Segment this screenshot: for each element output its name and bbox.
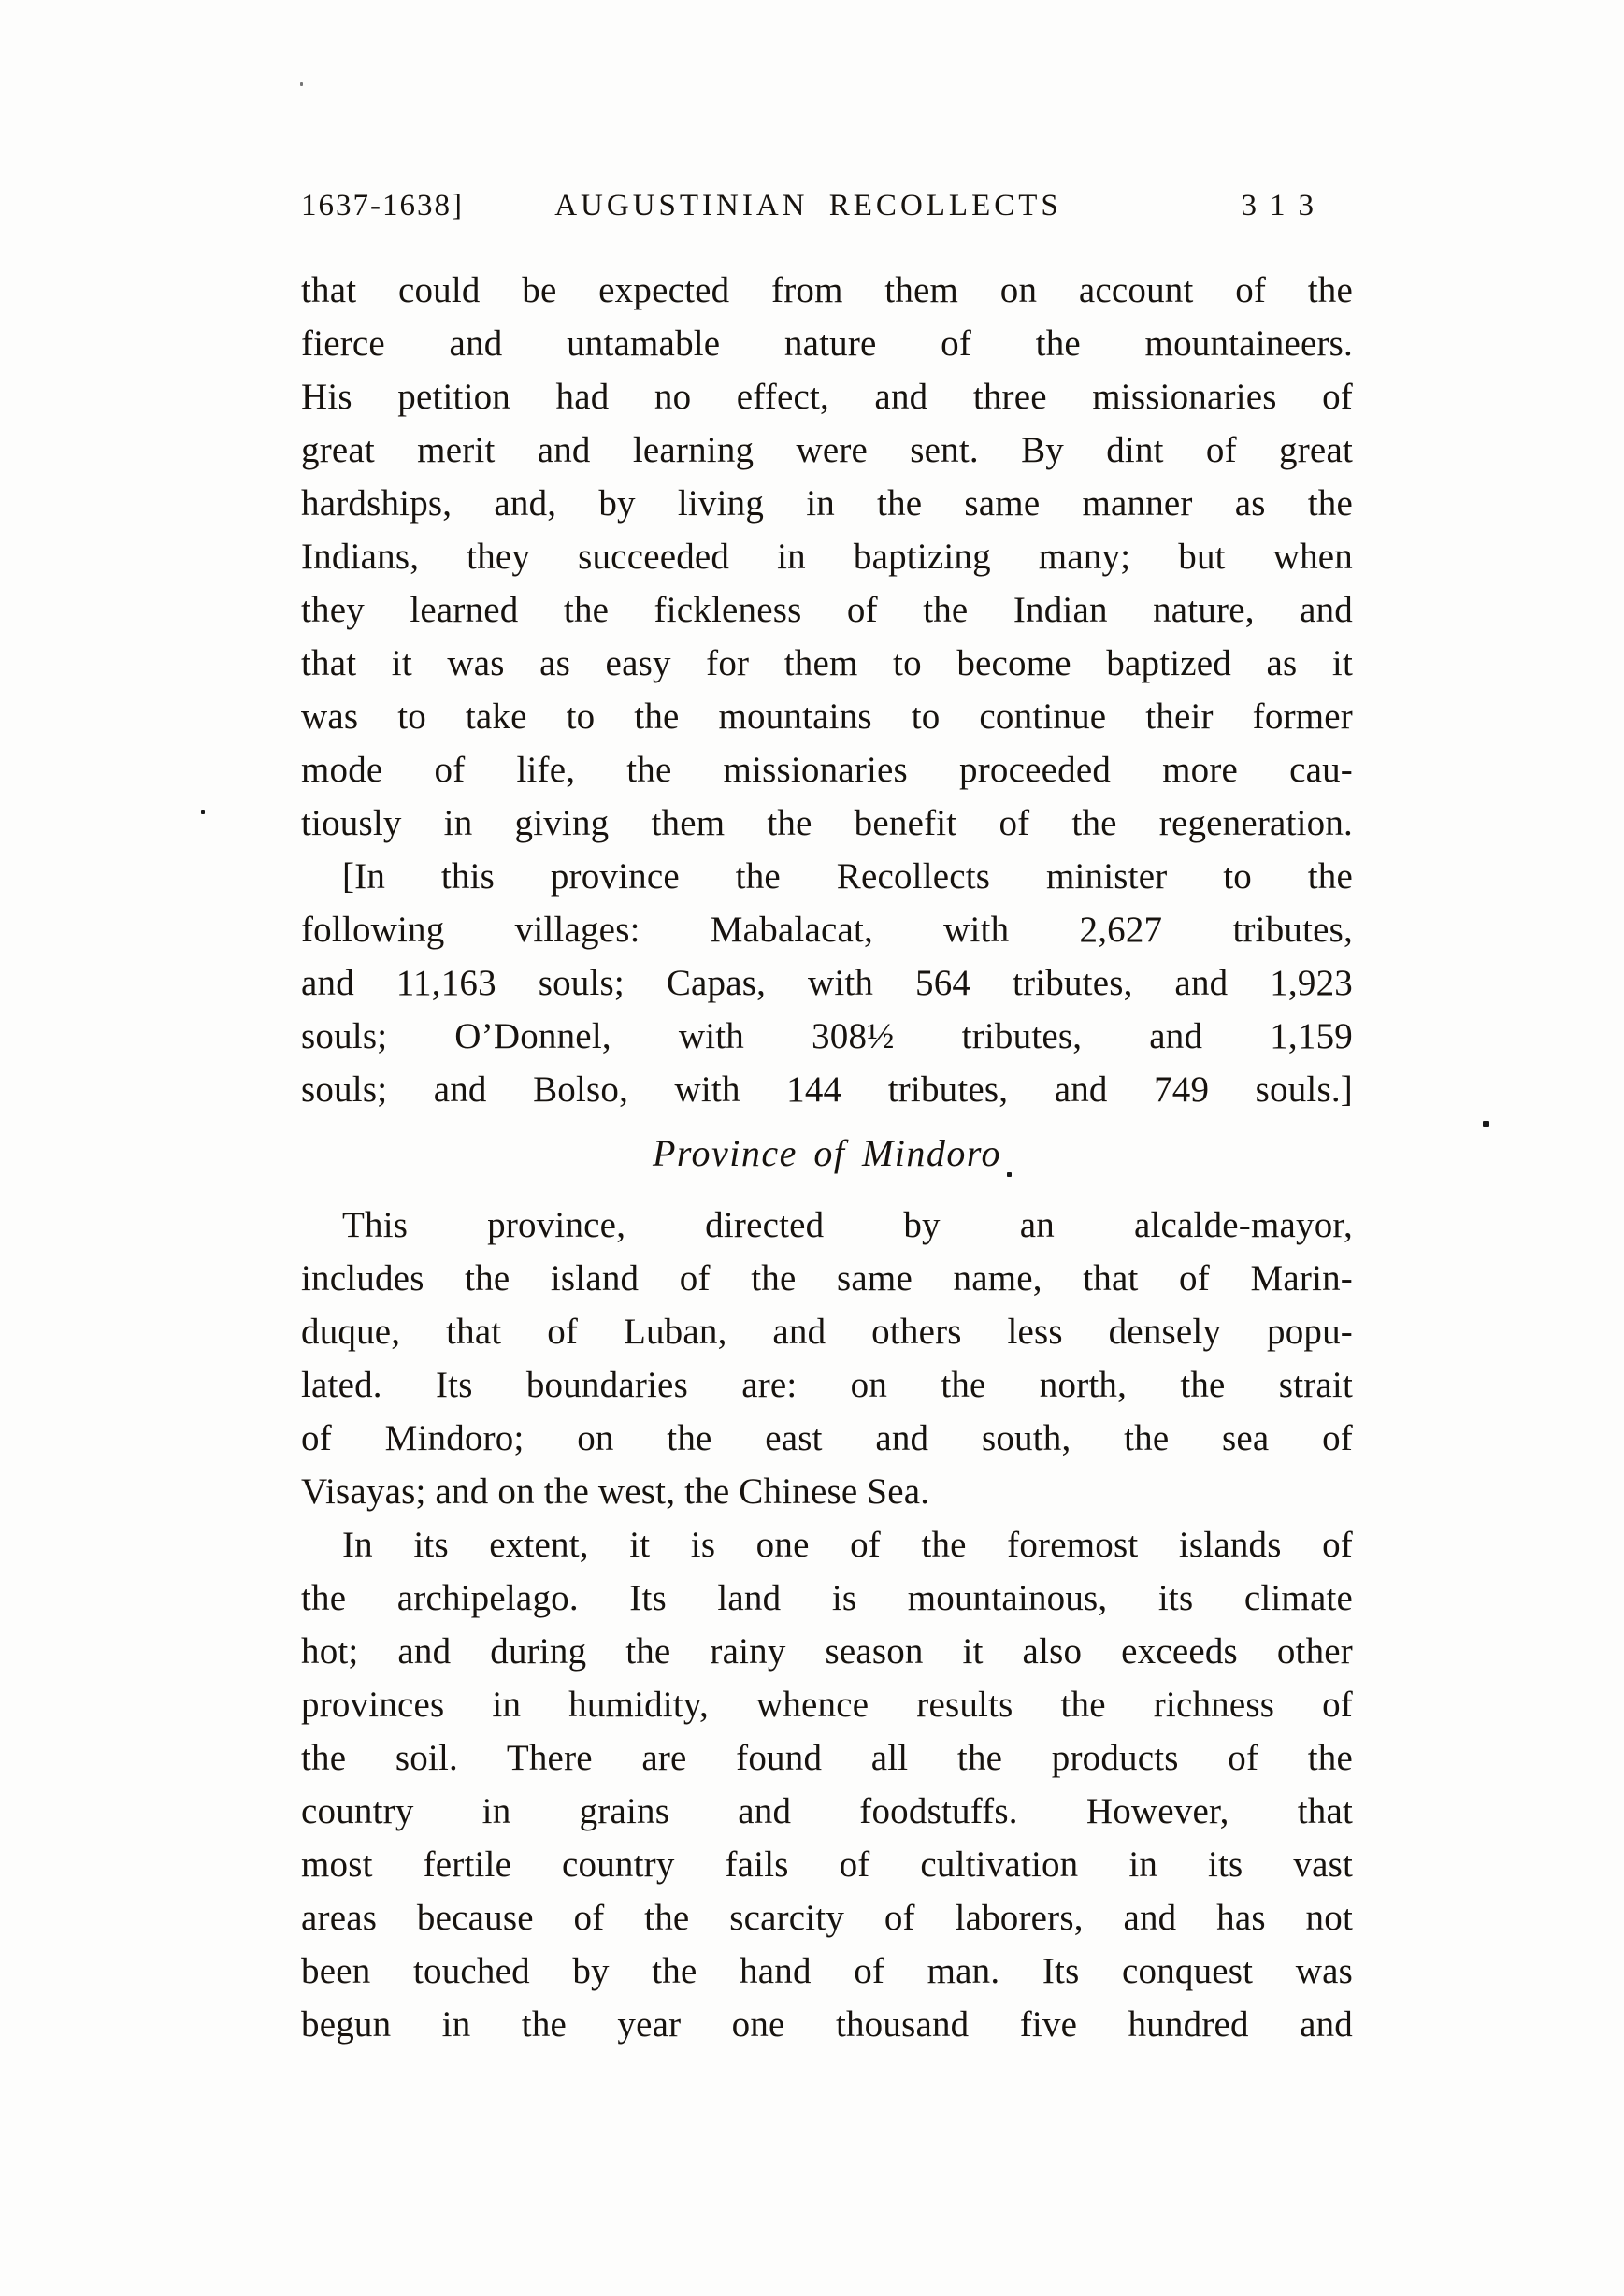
body-line: mode of life, the missionaries proceeded more cau- [301, 750, 1353, 790]
body-line: Indians, they succeeded in baptizing many; but when [301, 537, 1353, 577]
body-line: duque, that of Luban, and others less densely popu- [301, 1312, 1353, 1352]
body-line: been touched by the hand of man. Its conquest was [301, 1951, 1353, 1991]
body-line: His petition had no effect, and three missionaries of [301, 377, 1353, 417]
body-line: country in grains and foodstuffs. However, that [301, 1791, 1353, 1831]
body-line: tiously in giving them the benefit of the regeneration. [301, 803, 1353, 843]
paragraph [301, 264, 1353, 850]
body-line: that could be expected from them on account of the [301, 270, 1353, 310]
header-page-number: 313 [1241, 189, 1327, 222]
body-line: souls; O’Donnel, with 308½ tributes, and 1,159 [301, 1016, 1353, 1056]
body-line: lated. Its boundaries are: on the north, the strait [301, 1365, 1353, 1405]
body-line: following villages: Mabalacat, with 2,627 tributes, [301, 910, 1353, 950]
paragraph [301, 1518, 1353, 2051]
body-line: and 11,163 souls; Capas, with 564 tributes, and 1,923 [301, 963, 1353, 1003]
paragraph [301, 850, 1353, 1116]
body-line: areas because of the scarcity of laborers, and has not [301, 1898, 1353, 1938]
body-line: In its extent, it is one of the foremost islands of [342, 1525, 1353, 1565]
body-line: Visayas; and on the west, the Chinese Sea. [301, 1471, 930, 1512]
section-heading: Province of Mindoro [652, 1132, 1002, 1174]
body-line: the soil. There are found all the products of the [301, 1738, 1353, 1778]
body-line: that it was as easy for them to become baptized as it [301, 643, 1353, 683]
body-line: great merit and learning were sent. By dint of great [301, 430, 1353, 470]
body-line: begun in the year one thousand five hundred and [301, 2004, 1353, 2045]
scan-speck [1483, 1121, 1489, 1127]
body-line: was to take to the mountains to continue their former [301, 696, 1353, 737]
header-running-title: AUGUSTINIAN RECOLLECTS [554, 189, 1062, 222]
body-line: the archipelago. Its land is mountainous, its climate [301, 1578, 1353, 1618]
scan-speck [201, 810, 205, 814]
body-line: hot; and during the rainy season it also exceeds other [301, 1631, 1353, 1672]
body-line: includes the island of the same name, that of Marin- [301, 1258, 1353, 1299]
scan-speck [300, 82, 303, 86]
page-header [301, 183, 1353, 228]
body-line: fierce and untamable nature of the mountaineers. [301, 323, 1353, 364]
body-line: they learned the fickleness of the Indian nature, and [301, 590, 1353, 630]
scan-speck [1007, 1172, 1012, 1177]
body-line: provinces in humidity, whence results the richness of [301, 1685, 1353, 1725]
page-body [301, 264, 1353, 2051]
body-line: This province, directed by an alcalde-mayor, [342, 1205, 1353, 1245]
header-year-range: 1637-1638] [301, 189, 464, 222]
body-line: of Mindoro; on the east and south, the sea of [301, 1418, 1353, 1458]
body-line: most fertile country fails of cultivation in its vast [301, 1844, 1353, 1885]
paragraph [301, 1198, 1353, 1518]
body-line: souls; and Bolso, with 144 tributes, and 749 souls.] [301, 1069, 1353, 1110]
body-line: hardships, and, by living in the same manner as the [301, 483, 1353, 524]
body-line: [In this province the Recollects minister to the [342, 856, 1353, 897]
